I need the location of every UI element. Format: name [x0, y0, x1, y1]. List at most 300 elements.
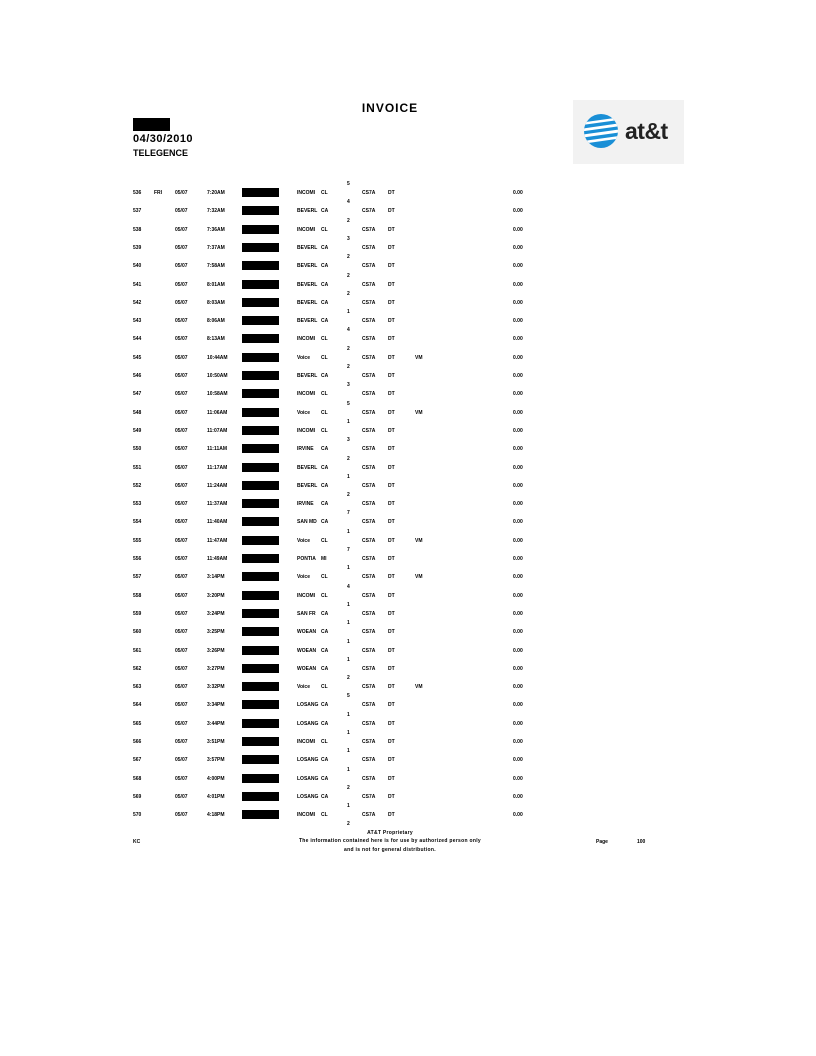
- table-row: [0, 583, 816, 605]
- row-rate-code: CS7A: [362, 556, 376, 562]
- row-time: 8:06AM: [207, 318, 225, 325]
- redacted-number: [242, 389, 279, 398]
- row-rate-code: CS7A: [362, 519, 376, 526]
- row-state: CL: [321, 574, 328, 581]
- redacted-number: [242, 517, 279, 526]
- redacted-number: [242, 810, 279, 819]
- row-rate-code: CS7A: [362, 775, 376, 782]
- row-time: 11:24AM: [207, 482, 228, 489]
- row-state: CL: [321, 739, 328, 745]
- row-number: 561: [133, 647, 142, 654]
- row-superscript: 1: [347, 601, 350, 608]
- row-number: 544: [133, 336, 142, 343]
- row-superscript: 3: [347, 437, 350, 444]
- row-time: 3:14PM: [207, 574, 225, 581]
- row-feature: DT: [388, 519, 395, 526]
- row-time: 11:07AM: [207, 427, 228, 434]
- row-time: 4:01PM: [207, 793, 225, 800]
- redacted-number: [242, 280, 279, 289]
- redacted-number: [242, 627, 279, 636]
- redacted-number: [242, 298, 279, 307]
- globe-icon: [583, 113, 619, 149]
- row-time: 3:57PM: [207, 757, 225, 764]
- row-feature: DT: [388, 720, 395, 727]
- row-date: 05/07: [175, 610, 188, 617]
- row-state: CA: [321, 446, 329, 453]
- row-date: 05/07: [175, 409, 188, 416]
- row-date: 05/07: [175, 812, 188, 819]
- row-superscript: 2: [347, 455, 350, 462]
- row-place: SAN FR: [297, 610, 316, 617]
- row-amount: 0.00: [513, 684, 523, 691]
- row-state: CL: [321, 354, 328, 361]
- row-feature: DT: [388, 739, 395, 745]
- row-state: CA: [321, 775, 329, 782]
- row-state: CA: [321, 610, 329, 617]
- row-date: 05/07: [175, 190, 188, 196]
- row-superscript: 2: [347, 345, 350, 352]
- row-superscript: 2: [347, 217, 350, 224]
- row-place: WOEAN: [297, 647, 317, 654]
- footer-notice-line1: The information contained here is for use by authorized person only: [298, 838, 482, 844]
- row-number: 547: [133, 391, 142, 398]
- row-place: INCOMI: [297, 739, 316, 745]
- row-date: 05/07: [175, 226, 188, 233]
- row-number: 550: [133, 446, 142, 453]
- row-state: CL: [321, 537, 328, 544]
- trailing-superscript: 2: [347, 821, 350, 827]
- row-time: 3:27PM: [207, 665, 225, 672]
- table-row: [0, 510, 816, 531]
- row-superscript: 3: [347, 235, 350, 242]
- row-date: 05/07: [175, 775, 188, 782]
- redacted-number: [242, 792, 279, 801]
- row-superscript: 1: [347, 528, 350, 535]
- redacted-number: [242, 408, 279, 417]
- row-number: 565: [133, 720, 142, 727]
- row-number: 558: [133, 592, 142, 599]
- row-feature: DT: [388, 464, 395, 471]
- row-rate-code: CS7A: [362, 318, 376, 325]
- row-place: LOSANG: [297, 757, 319, 764]
- row-place: BEVERL: [297, 373, 318, 379]
- row-feature: DT: [388, 482, 395, 489]
- redacted-number: [242, 572, 279, 581]
- table-row: [0, 309, 816, 330]
- redacted-number: [242, 554, 279, 563]
- row-superscript: 1: [347, 711, 350, 718]
- row-feature: DT: [388, 702, 395, 709]
- row-superscript: 7: [347, 547, 350, 553]
- row-place: BEVERL: [297, 263, 318, 270]
- row-place: INCOMI: [297, 226, 316, 233]
- row-place: INCOMI: [297, 592, 316, 599]
- row-rate-code: CS7A: [362, 574, 376, 581]
- row-amount: 0.00: [513, 373, 523, 379]
- row-time: 8:13AM: [207, 336, 225, 343]
- row-amount: 0.00: [513, 409, 523, 416]
- row-rate-code: CS7A: [362, 720, 376, 727]
- row-state: MI: [321, 556, 327, 562]
- redacted-number: [242, 243, 279, 252]
- row-amount: 0.00: [513, 629, 523, 636]
- row-place: PONTIA: [297, 556, 316, 562]
- row-rate-code: CS7A: [362, 336, 376, 343]
- footer-proprietary: AT&T Proprietary: [367, 830, 413, 836]
- redacted-number: [242, 499, 279, 508]
- row-superscript: 1: [347, 620, 350, 627]
- row-amount: 0.00: [513, 427, 523, 434]
- row-amount: 0.00: [513, 299, 523, 306]
- row-amount: 0.00: [513, 281, 523, 288]
- table-row: [0, 364, 816, 385]
- row-state: CL: [321, 812, 328, 819]
- redacted-number: [242, 774, 279, 783]
- invoice-title: INVOICE: [361, 101, 419, 115]
- row-superscript: 4: [347, 199, 350, 206]
- row-rate-code: CS7A: [362, 610, 376, 617]
- row-superscript: 1: [347, 418, 350, 425]
- row-feature: DT: [388, 373, 395, 379]
- row-superscript: 1: [347, 638, 350, 645]
- row-date: 05/07: [175, 391, 188, 398]
- row-feature: DT: [388, 281, 395, 288]
- row-rate-code: CS7A: [362, 409, 376, 416]
- att-logo: [573, 100, 684, 164]
- row-number: 564: [133, 702, 142, 709]
- row-time: 3:44PM: [207, 720, 225, 727]
- footer-left-code: KC: [133, 839, 141, 845]
- row-feature: DT: [388, 684, 395, 691]
- row-place: WOEAN: [297, 629, 317, 636]
- row-time: 11:11AM: [207, 446, 228, 453]
- row-date: 05/07: [175, 702, 188, 709]
- row-number: 541: [133, 281, 142, 288]
- row-number: 538: [133, 226, 142, 233]
- row-date: 05/07: [175, 629, 188, 636]
- redacted-number: [242, 225, 279, 234]
- row-state: CL: [321, 427, 328, 434]
- row-number: 566: [133, 739, 142, 745]
- table-row: [0, 418, 816, 440]
- row-date: 05/07: [175, 793, 188, 800]
- row-rate-code: CS7A: [362, 464, 376, 471]
- row-state: CL: [321, 190, 328, 196]
- redacted-number: [242, 536, 279, 545]
- row-amount: 0.00: [513, 757, 523, 764]
- row-amount: 0.00: [513, 519, 523, 526]
- row-number: 570: [133, 812, 142, 819]
- footer-page-number: 100: [637, 839, 646, 845]
- row-date: 05/07: [175, 427, 188, 434]
- row-feature: DT: [388, 775, 395, 782]
- row-time: 10:44AM: [207, 354, 228, 361]
- row-state: CL: [321, 336, 328, 343]
- row-date: 05/07: [175, 336, 188, 343]
- row-state: CA: [321, 281, 329, 288]
- row-number: 549: [133, 427, 142, 434]
- row-rate-code: CS7A: [362, 647, 376, 654]
- row-call-type: VM: [415, 537, 423, 544]
- row-state: CA: [321, 208, 329, 215]
- row-date: 05/07: [175, 739, 188, 745]
- row-superscript: 4: [347, 327, 350, 334]
- row-superscript: 7: [347, 510, 350, 517]
- row-number: 540: [133, 263, 142, 270]
- table-row: [0, 601, 816, 623]
- table-row: [0, 473, 816, 495]
- table-row: [0, 547, 816, 568]
- row-date: 05/07: [175, 482, 188, 489]
- table-row: [0, 217, 816, 239]
- row-amount: 0.00: [513, 610, 523, 617]
- row-place: LOSANG: [297, 702, 319, 709]
- row-number: 553: [133, 501, 142, 508]
- redacted-number: [242, 755, 279, 764]
- row-date: 05/07: [175, 244, 188, 251]
- table-row: [0, 272, 816, 294]
- row-superscript: 1: [347, 309, 350, 316]
- row-number: 548: [133, 409, 142, 416]
- row-call-type: VM: [415, 684, 423, 691]
- row-number: 568: [133, 775, 142, 782]
- row-date: 05/07: [175, 464, 188, 471]
- footer-notice-line2: and is not for general distribution.: [344, 847, 436, 853]
- redacted-number: [242, 261, 279, 270]
- row-state: CL: [321, 226, 328, 233]
- row-time: 3:26PM: [207, 647, 225, 654]
- row-time: 7:58AM: [207, 263, 225, 270]
- row-feature: DT: [388, 556, 395, 562]
- row-place: BEVERL: [297, 482, 318, 489]
- row-number: 546: [133, 373, 142, 379]
- row-rate-code: CS7A: [362, 793, 376, 800]
- row-rate-code: CS7A: [362, 665, 376, 672]
- redacted-number: [242, 444, 279, 453]
- row-rate-code: CS7A: [362, 629, 376, 636]
- row-time: 3:24PM: [207, 610, 225, 617]
- row-rate-code: CS7A: [362, 190, 376, 196]
- row-superscript: 2: [347, 290, 350, 297]
- row-place: LOSANG: [297, 793, 319, 800]
- row-time: 8:01AM: [207, 281, 225, 288]
- row-time: 7:37AM: [207, 244, 225, 251]
- row-place: WOEAN: [297, 665, 317, 672]
- row-date: 05/07: [175, 519, 188, 526]
- row-feature: DT: [388, 812, 395, 819]
- row-call-type: VM: [415, 409, 423, 416]
- row-date: 05/07: [175, 556, 188, 562]
- row-place: INCOMI: [297, 190, 316, 196]
- row-amount: 0.00: [513, 208, 523, 215]
- row-state: CA: [321, 665, 329, 672]
- row-state: CA: [321, 263, 329, 270]
- table-row: [0, 620, 816, 641]
- row-feature: DT: [388, 318, 395, 325]
- row-rate-code: CS7A: [362, 263, 376, 270]
- row-rate-code: CS7A: [362, 446, 376, 453]
- row-place: LOSANG: [297, 720, 319, 727]
- row-date: 05/07: [175, 684, 188, 691]
- row-amount: 0.00: [513, 812, 523, 819]
- row-feature: DT: [388, 446, 395, 453]
- row-date: 05/07: [175, 373, 188, 379]
- redacted-number: [242, 426, 279, 435]
- table-row: [0, 181, 816, 202]
- row-place: Voice: [297, 684, 310, 691]
- row-time: 7:32AM: [207, 208, 225, 215]
- row-amount: 0.00: [513, 336, 523, 343]
- row-superscript: 3: [347, 382, 350, 389]
- row-number: 567: [133, 757, 142, 764]
- row-time: 11:40AM: [207, 519, 228, 526]
- table-row: [0, 199, 816, 220]
- row-rate-code: CS7A: [362, 226, 376, 233]
- row-state: CL: [321, 409, 328, 416]
- row-time: 3:25PM: [207, 629, 225, 636]
- row-feature: DT: [388, 427, 395, 434]
- row-superscript: 2: [347, 254, 350, 261]
- redacted-number: [242, 737, 279, 746]
- row-time: 11:06AM: [207, 409, 228, 416]
- row-place: IRVINE: [297, 501, 314, 508]
- row-rate-code: CS7A: [362, 281, 376, 288]
- redacted-number: [242, 682, 279, 691]
- table-row: [0, 345, 816, 367]
- row-feature: DT: [388, 574, 395, 581]
- row-superscript: 1: [347, 748, 350, 755]
- row-feature: DT: [388, 409, 395, 416]
- row-time: 7:20AM: [207, 190, 225, 196]
- row-number: 542: [133, 299, 142, 306]
- table-row: [0, 693, 816, 714]
- row-amount: 0.00: [513, 665, 523, 672]
- row-state: CA: [321, 482, 329, 489]
- table-row: [0, 492, 816, 513]
- row-number: 560: [133, 629, 142, 636]
- table-row: [0, 437, 816, 458]
- row-rate-code: CS7A: [362, 482, 376, 489]
- table-row: [0, 565, 816, 586]
- row-place: BEVERL: [297, 299, 318, 306]
- row-amount: 0.00: [513, 263, 523, 270]
- row-state: CA: [321, 793, 329, 800]
- row-superscript: 1: [347, 766, 350, 773]
- row-place: BEVERL: [297, 208, 318, 215]
- redacted-number: [242, 353, 279, 362]
- table-row: [0, 766, 816, 788]
- row-date: 05/07: [175, 647, 188, 654]
- row-amount: 0.00: [513, 720, 523, 727]
- row-time: 8:03AM: [207, 299, 225, 306]
- redacted-number: [242, 371, 279, 380]
- row-rate-code: CS7A: [362, 702, 376, 709]
- row-number: 552: [133, 482, 142, 489]
- row-amount: 0.00: [513, 739, 523, 745]
- row-place: BEVERL: [297, 281, 318, 288]
- table-row: [0, 803, 816, 824]
- redacted-number: [242, 188, 279, 197]
- row-amount: 0.00: [513, 482, 523, 489]
- row-date: 05/07: [175, 263, 188, 270]
- row-date: 05/07: [175, 299, 188, 306]
- row-superscript: 1: [347, 730, 350, 736]
- table-row: [0, 235, 816, 257]
- row-rate-code: CS7A: [362, 427, 376, 434]
- row-superscript: 2: [347, 784, 350, 791]
- row-number: 537: [133, 208, 142, 215]
- row-feature: DT: [388, 757, 395, 764]
- row-feature: DT: [388, 592, 395, 599]
- row-rate-code: CS7A: [362, 739, 376, 745]
- table-row: [0, 290, 816, 312]
- row-superscript: 1: [347, 656, 350, 663]
- row-amount: 0.00: [513, 574, 523, 581]
- row-amount: 0.00: [513, 446, 523, 453]
- row-feature: DT: [388, 793, 395, 800]
- row-number: 539: [133, 244, 142, 251]
- redacted-number: [242, 316, 279, 325]
- redacted-number: [242, 700, 279, 709]
- row-feature: DT: [388, 629, 395, 636]
- row-amount: 0.00: [513, 501, 523, 508]
- row-place: IRVINE: [297, 446, 314, 453]
- redacted-number: [242, 206, 279, 215]
- row-time: 3:34PM: [207, 702, 225, 709]
- redacted-number: [242, 646, 279, 655]
- row-feature: DT: [388, 501, 395, 508]
- redacted-number: [242, 481, 279, 490]
- row-date: 05/07: [175, 720, 188, 727]
- row-amount: 0.00: [513, 464, 523, 471]
- row-state: CA: [321, 519, 329, 526]
- row-amount: 0.00: [513, 793, 523, 800]
- row-state: CA: [321, 464, 329, 471]
- row-time: 11:49AM: [207, 556, 228, 562]
- row-number: 562: [133, 665, 142, 672]
- row-superscript: 2: [347, 364, 350, 370]
- row-date: 05/07: [175, 501, 188, 508]
- row-amount: 0.00: [513, 391, 523, 398]
- row-state: CA: [321, 373, 329, 379]
- row-number: 554: [133, 519, 142, 526]
- row-state: CA: [321, 720, 329, 727]
- row-amount: 0.00: [513, 190, 523, 196]
- table-row: [0, 730, 816, 751]
- row-date: 05/07: [175, 208, 188, 215]
- row-feature: DT: [388, 336, 395, 343]
- row-call-type: VM: [415, 354, 423, 361]
- table-row: [0, 656, 816, 678]
- row-date: 05/07: [175, 665, 188, 672]
- row-feature: DT: [388, 244, 395, 251]
- row-place: LOSANG: [297, 775, 319, 782]
- row-rate-code: CS7A: [362, 391, 376, 398]
- row-place: SAN MD: [297, 519, 317, 526]
- row-feature: DT: [388, 610, 395, 617]
- row-feature: DT: [388, 665, 395, 672]
- redaction-block: [133, 118, 170, 131]
- row-state: CA: [321, 647, 329, 654]
- table-row: [0, 675, 816, 696]
- row-superscript: 1: [347, 565, 350, 572]
- row-feature: DT: [388, 354, 395, 361]
- row-time: 10:58AM: [207, 391, 228, 398]
- row-place: Voice: [297, 354, 310, 361]
- row-state: CA: [321, 299, 329, 306]
- row-rate-code: CS7A: [362, 373, 376, 379]
- row-amount: 0.00: [513, 354, 523, 361]
